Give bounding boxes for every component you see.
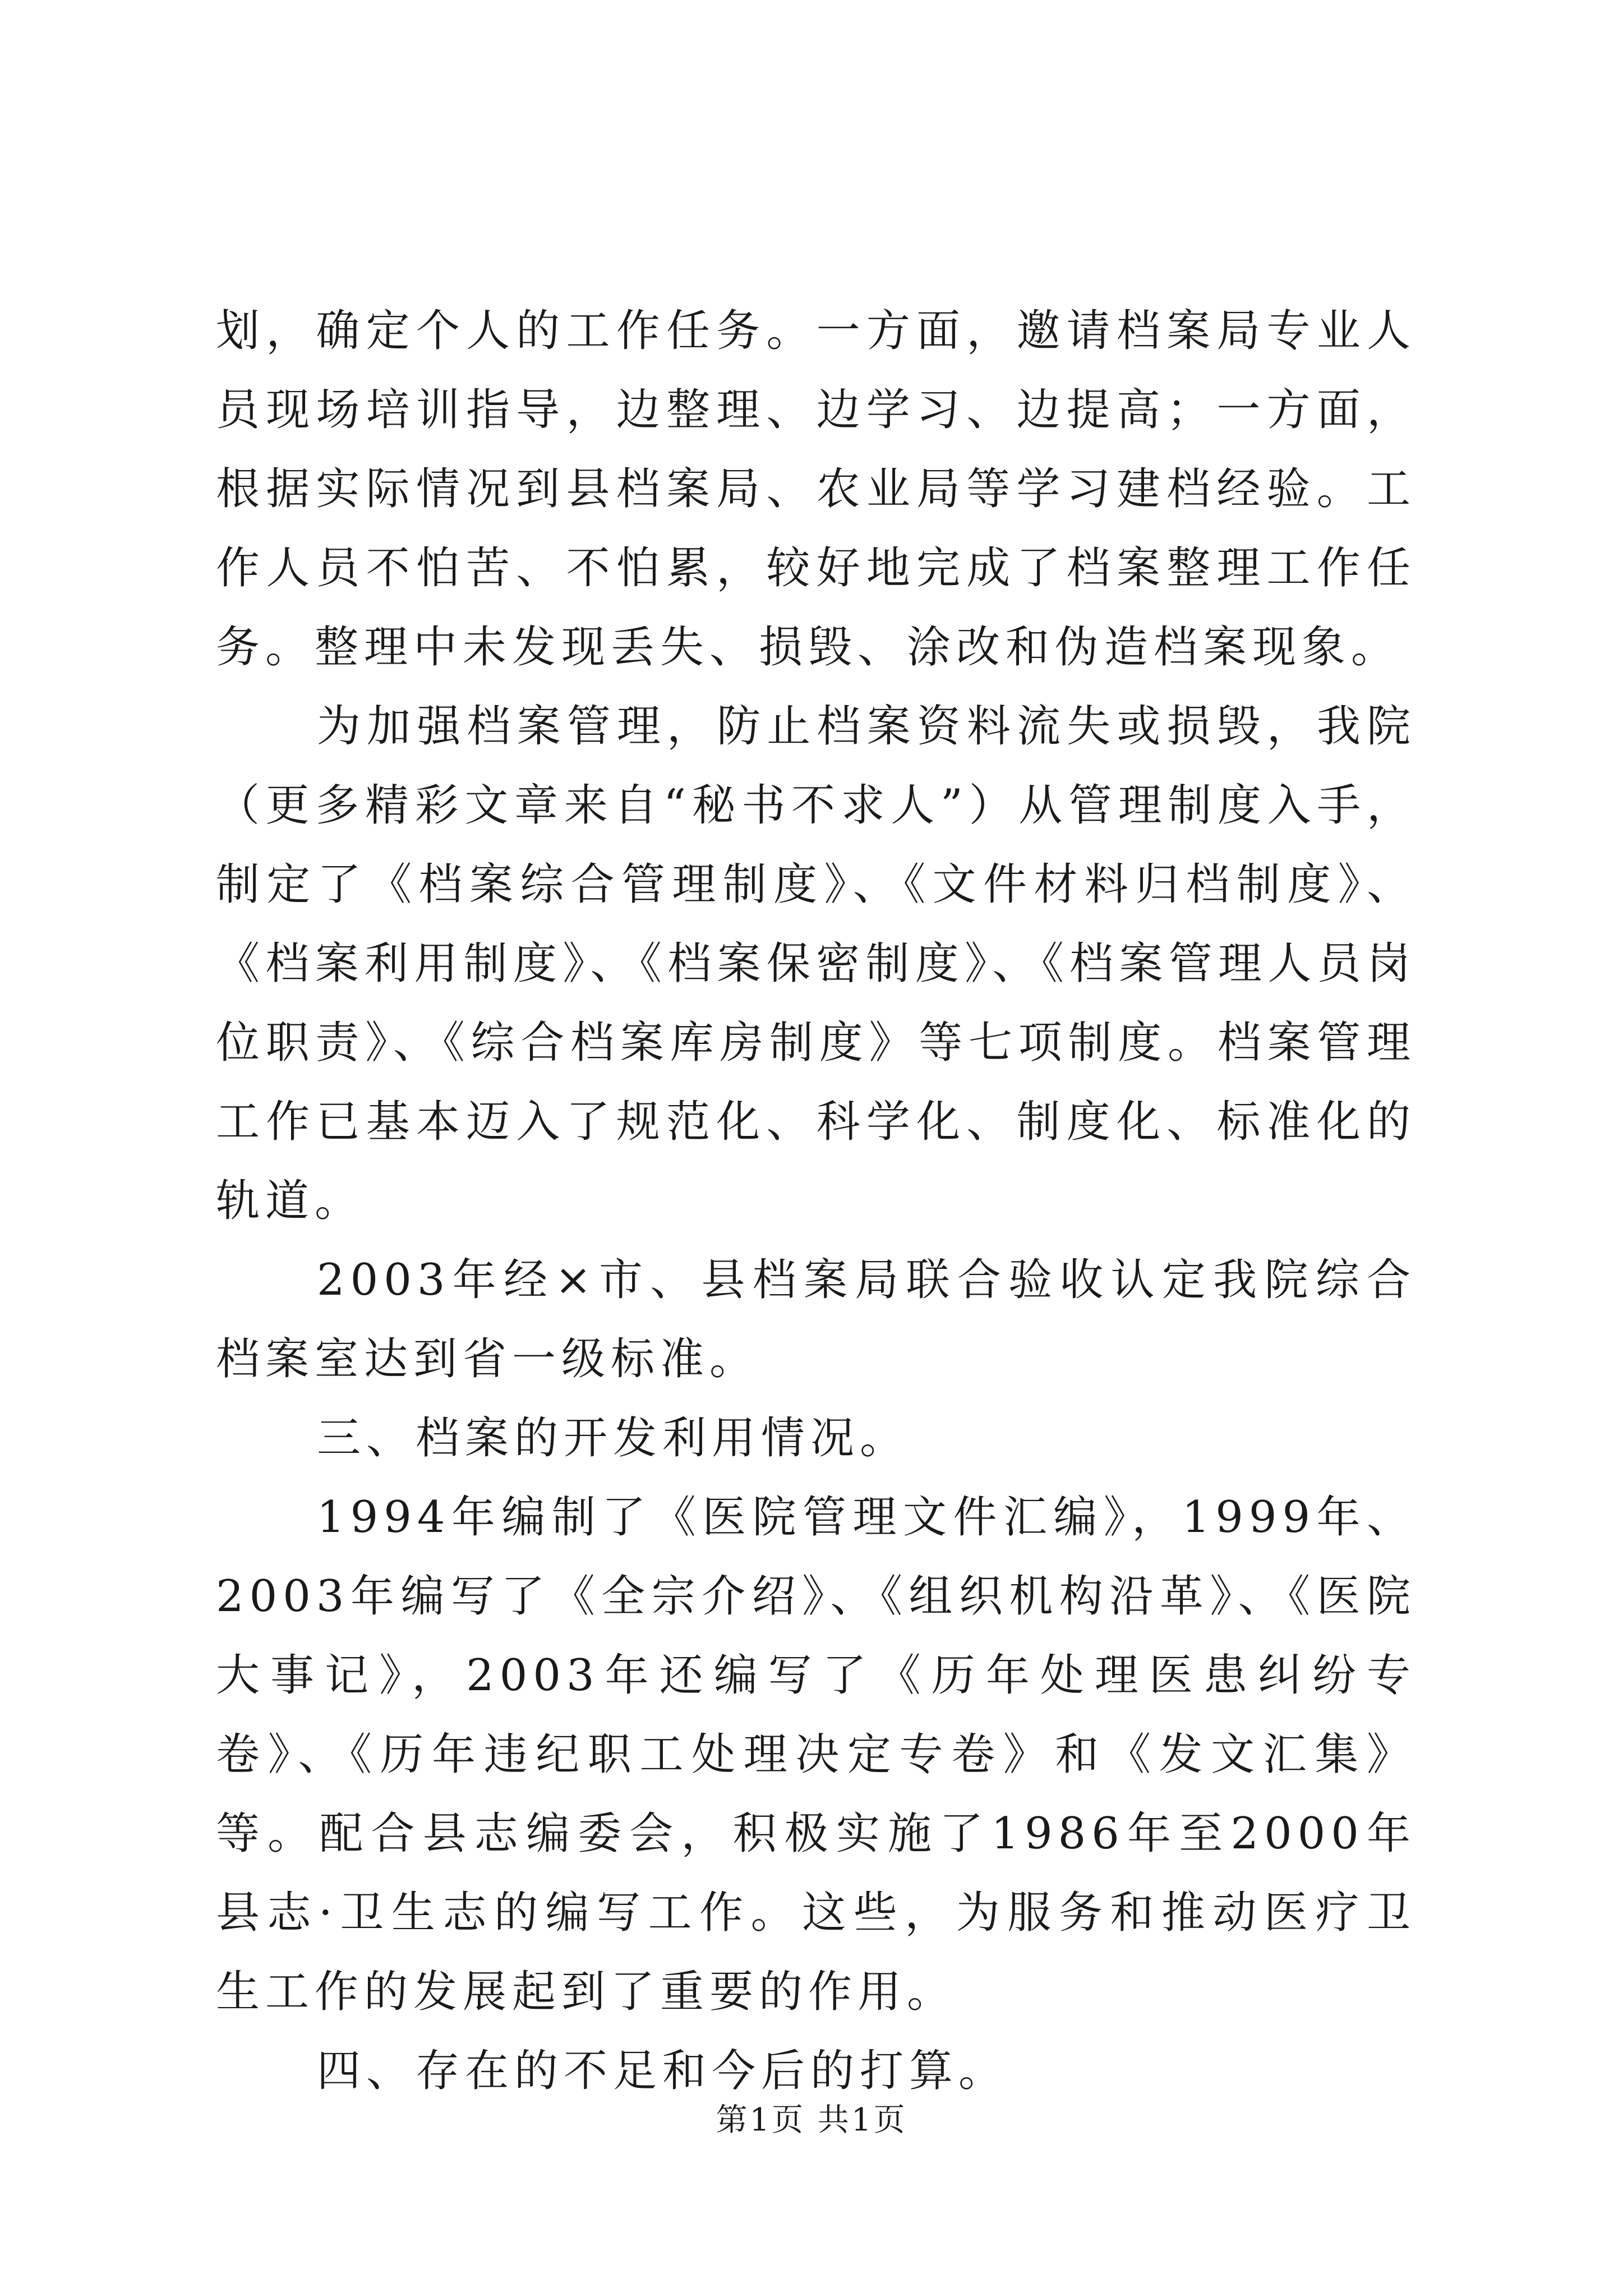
section-heading-shortcomings-plans: 四、存在的不足和今后的打算。: [317, 2046, 1008, 2096]
document-body: [216, 292, 1416, 2111]
page-footer: 第1页 共1页: [716, 2102, 907, 2138]
paragraph-acceptance-2003: 2003年经×市、县档案局联合验收认定我院综合档案室达到省一级标准。: [216, 1255, 1416, 1384]
paragraph-development-use: 1994年编制了《医院管理文件汇编》，1999年、2003年编写了《全宗介绍》、《组织机构沿革》、《医院大事记》，2003年还编写了《历年处理医患纠纷专卷》、《历年违纪职工处理决定专卷》和《发文汇集》等。配合县志编委会，积极实施了1986年至2000年县志·卫生志的编写工作。这些，为服务和推动医疗卫生工作的发展起到了重要的作用。: [216, 1492, 1416, 2017]
paragraph-archive-organization: 划，确定个人的工作任务。一方面，邀请档案局专业人员现场培训指导，边整理、边学习、边提高；一方面，根据实际情况到县档案局、农业局等学习建档经验。工作人员不怕苦、不怕累，较好地完成了档案整理工作任务。整理中未发现丢失、损毁、涂改和伪造档案现象。: [216, 306, 1416, 673]
section-heading-development-use: 三、档案的开发利用情况。: [317, 1413, 910, 1464]
paragraph-management-system: 为加强档案管理，防止档案资料流失或损毁，我院（更多精彩文章来自“秘书不求人”）从管理制度入手，制定了《档案综合管理制度》、《文件材料归档制度》、《档案利用制度》、《档案保密制度》、《档案管理人员岗位职责》、《综合档案库房制度》等七项制度。档案管理工作已基本迈入了规范化、科学化、制度化、标准化的轨道。: [216, 701, 1416, 1226]
